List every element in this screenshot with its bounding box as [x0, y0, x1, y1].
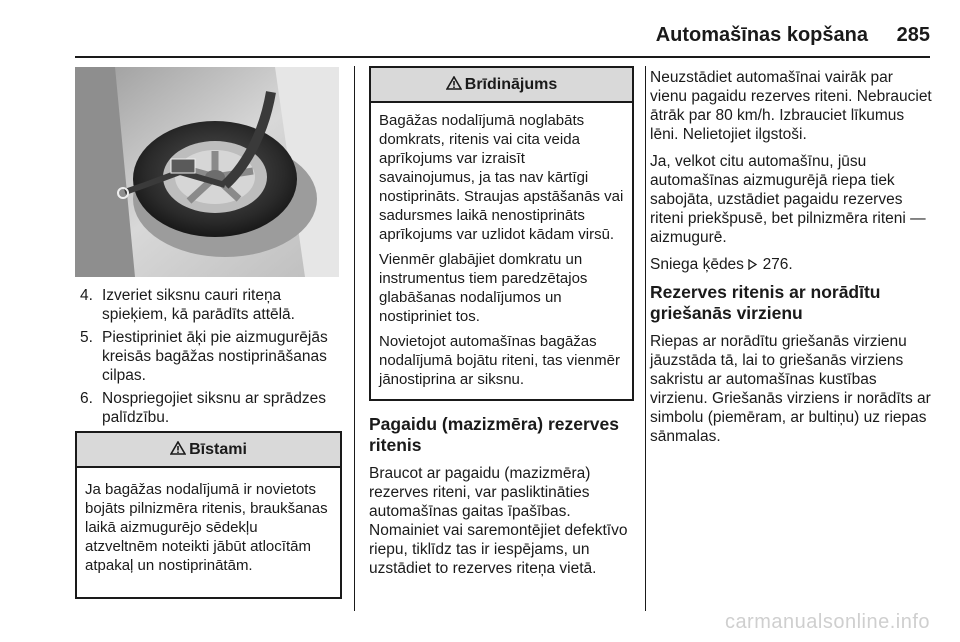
- section-title: Automašīnas kopšana: [655, 24, 868, 46]
- spare-wheel-photo: [75, 67, 339, 277]
- body-paragraph: Neuzstādiet automašīnai vairāk par vienu pagaidu rezerves riteni. Nebrauciet ātrāk par 80 km/h. Izbrauciet līkumus lēni. Nelietojiet ilgstoši.: [650, 69, 932, 143]
- step-item: [80, 389, 342, 427]
- step-number: 6.: [80, 390, 93, 407]
- warning-triangle-icon: [170, 441, 186, 455]
- warning-box-title: Brīdinājums: [464, 76, 558, 93]
- right-column: [650, 68, 932, 454]
- page-reference-link[interactable]: 276.: [762, 256, 793, 273]
- step-number: 5.: [80, 329, 93, 346]
- step-text: Piestipriniet āķi pie aizmugurējās kreisās bagāžas nostiprināšanas cilpas.: [102, 329, 328, 384]
- danger-box: [75, 431, 342, 599]
- warning-box-body: [371, 103, 632, 403]
- steps-list: [80, 286, 342, 427]
- danger-box-text: Ja bagāžas nodalījumā ir novietots bojāts pilnizmēra ritenis, braukšanas laikā aizmugurējo sēdekļu atzveltnēm noteikti jābūt atlocītām atpakaļ un nostiprinātām.: [85, 481, 328, 574]
- warning-box-header: [371, 68, 632, 103]
- watermark: carmanualsonline.info: [724, 611, 930, 633]
- page-number: 285: [896, 24, 930, 46]
- danger-box-header: [77, 433, 340, 468]
- body-paragraph: Ja, velkot citu automašīnu, jūsu automašīnas aizmugurējā riepa tiek sabojāta, uzstādiet pagaidu rezerves riteni priekšpusē, bet pilnizmēra riteni — aizmugurē.: [650, 153, 926, 246]
- temporary-spare-section: [369, 408, 635, 586]
- header-rule: [75, 56, 930, 58]
- column-divider-right: [645, 66, 646, 611]
- step-text: Izveriet siksnu cauri riteņa spieķiem, kā parādīts attēlā.: [102, 287, 295, 323]
- step-number: 4.: [80, 287, 93, 304]
- danger-box-body: [77, 468, 340, 589]
- page-reference-arrow-icon: [748, 259, 758, 270]
- step-item: [80, 286, 342, 324]
- warning-box-text: Bagāžas nodalījumā noglabāts domkrats, ritenis vai cita veida aprīkojums var izraisīt savainojumus, ja tas nav kārtīgi nostiprināts. Straujas apstāšanās vai sadursmes laikā nenostiprināts aprīkojums var uzlidot kādam virsū.: [379, 112, 624, 243]
- section-heading: Pagaidu (mazizmēra) rezerves ritenis: [369, 414, 619, 455]
- step-item: [80, 328, 342, 385]
- warning-box: [369, 66, 634, 401]
- snow-chains-label: Sniega ķēdes: [650, 256, 744, 273]
- body-paragraph: Braucot ar pagaidu (mazizmēra) rezerves riteni, var pasliktināties automašīnas gaitas īpašības. Nomainiet vai saremontējiet defektīvo riepu, tiklīdz tas ir iespējams, un uzstādiet to rezerves riteņa vietā.: [369, 465, 628, 577]
- steps-column: [80, 286, 342, 431]
- spare-wheel-illustration: [75, 67, 339, 277]
- body-paragraph: Riepas ar norādītu griešanās virzienu jāuzstāda tā, lai to griešanās virziens sakristu ar automašīnas kustības virzienu. Griešanās virziens ir norādīts ar simbolu (piemēram, ar bultiņu) uz riepas sānmalas.: [650, 333, 931, 445]
- snow-chains-reference: [650, 255, 932, 274]
- warning-box-text: Novietojot automašīnas bagāžas nodalījumā bojātu riteni, tas vienmēr jānostiprina ar siksnu.: [379, 333, 620, 388]
- section-heading: Rezerves ritenis ar norādītu griešanās virzienu: [650, 282, 881, 323]
- warning-box-text: Vienmēr glabājiet domkratu un instrumentus tiem paredzētajos glabāšanas nodalījumos un nostipriniet tos.: [379, 251, 588, 325]
- warning-triangle-icon: [446, 76, 462, 90]
- step-text: Nospriegojiet siksnu ar sprādzes palīdzību.: [102, 390, 326, 426]
- danger-box-title: Bīstami: [189, 441, 247, 458]
- column-divider-left: [354, 66, 355, 611]
